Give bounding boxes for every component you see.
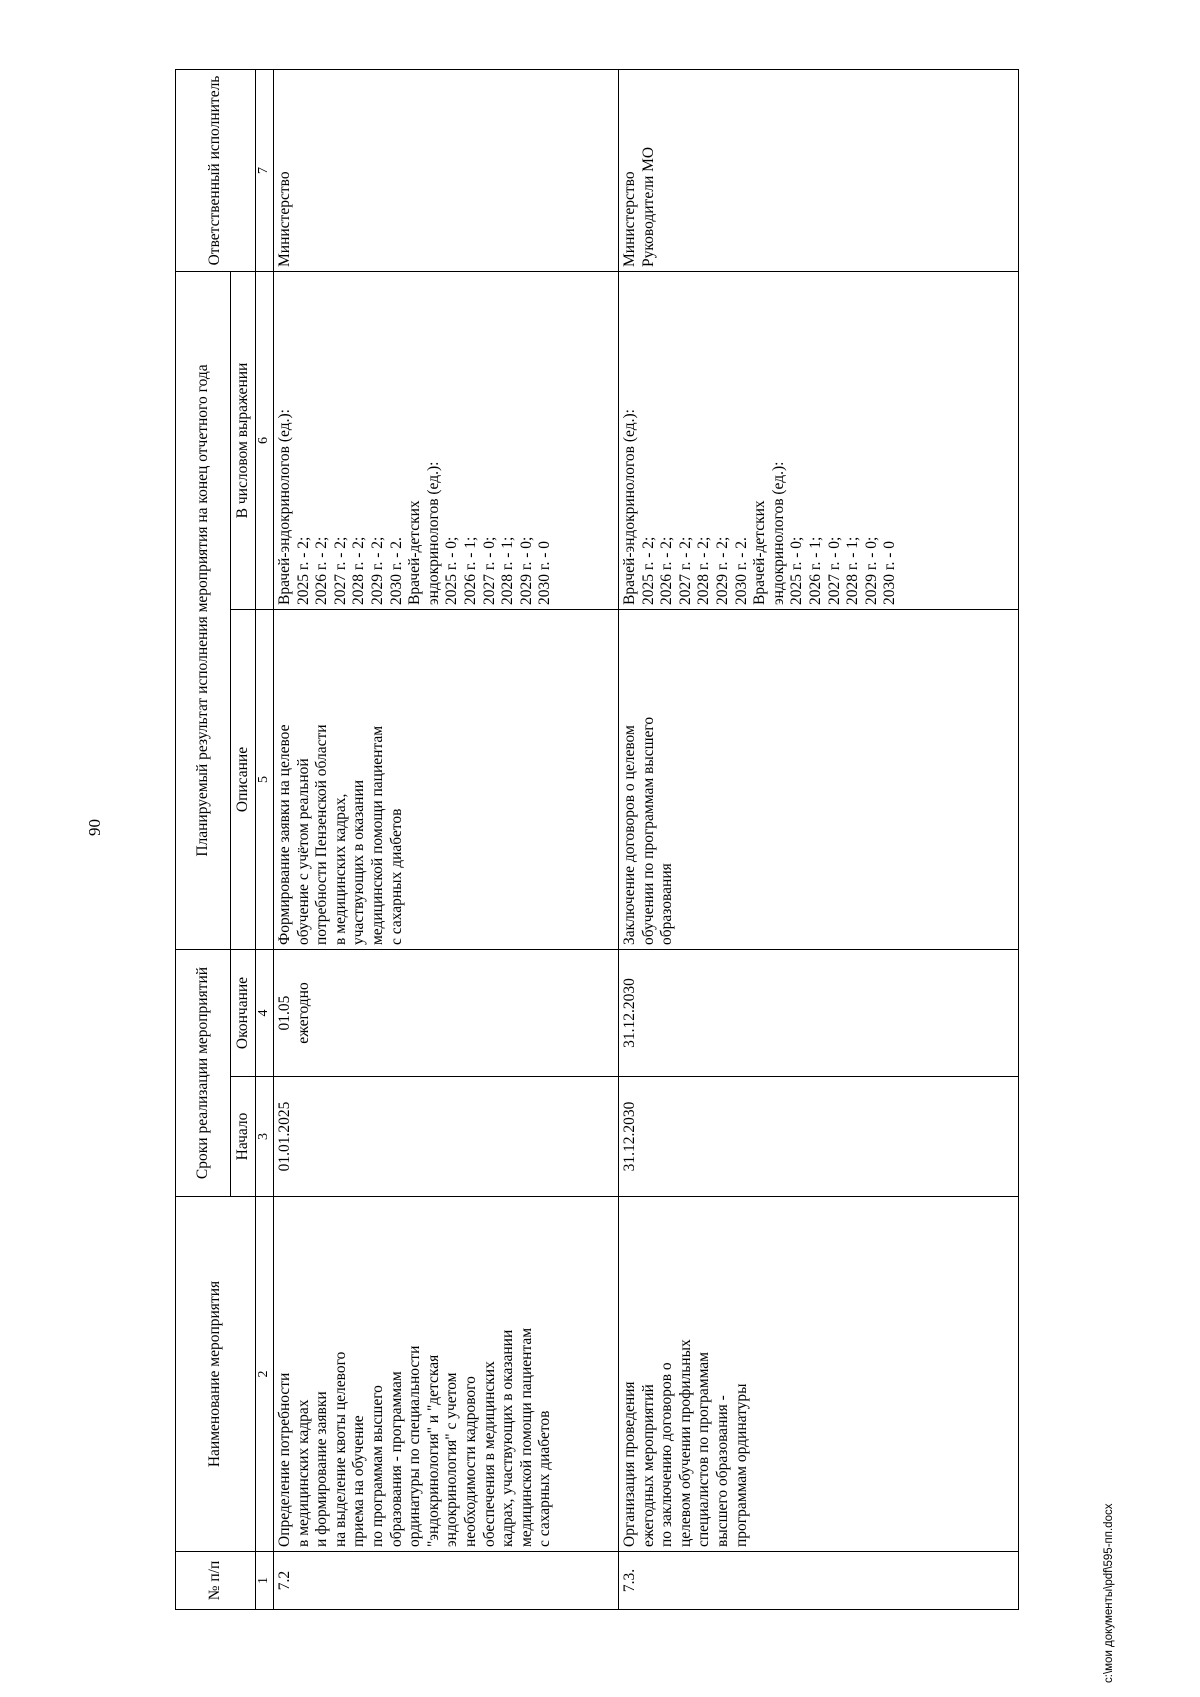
column-number: 3 (256, 1077, 274, 1197)
row-desc: Заключение договоров о целевом обучении по программам высшего образования (619, 610, 1019, 950)
rotated-table-wrapper (175, 70, 1020, 1610)
header-result: Планируемый результат исполнения мероприятия на конец отчетного года (176, 272, 231, 950)
column-number: 7 (256, 70, 274, 272)
row-start: 31.12.2030 (619, 1077, 1019, 1197)
column-number: 2 (256, 1197, 274, 1552)
row-value: Врачей-эндокринологов (ед.): 2025 г. - 2; 2026 г. - 2; 2027 г. - 2; 2028 г. - 2; 2029 г. - 2; 2030 г. - 2. Врачей-детских эндокринологов (ед.): 2025 г. - 0; 2026 г. - 1; 2027 г. - 0; 2028 г. - 1; 2029 г. - 0; 2030 г. - 0 (274, 272, 619, 610)
header-num: № п/п (176, 1552, 256, 1610)
header-name: Наименование мероприятия (176, 1197, 256, 1552)
row-num: 7.3. (619, 1552, 1019, 1610)
header-desc: Описание (231, 610, 256, 950)
header-start: Начало (231, 1077, 256, 1197)
table-row (274, 70, 619, 1610)
row-desc: Формирование заявки на целевое обучение с учётом реальной потребности Пензенской области в медицинских кадрах, участвующих в оказании медицинской помощи пациентам с сахарных диабетов (274, 610, 619, 950)
column-number: 4 (256, 950, 274, 1077)
header-terms: Сроки реализации мероприятий (176, 950, 231, 1197)
column-number-row (256, 70, 274, 1610)
page-number: 90 (85, 819, 104, 836)
header-row-1 (176, 70, 231, 1610)
row-name: Организация проведения ежегодных мероприятий по заключению договоров о целевом обучении профильных специалистов по программам высшего образования - программам ординатуры (619, 1197, 1019, 1552)
row-responsible: Министерство Руководители МО (619, 70, 1019, 272)
row-name: Определение потребности в медицинских кадрах и формирование заявки на выделение квоты целевого приема на обучение по программам высшего образования - программам ординатуры по специальности "эндокринология" и "детская эндокринология" с учетом необходимости кадрового обеспечения в медицинских кадрах, участвующих в оказании медицинской помощи пациентам с сахарных диабетов (274, 1197, 619, 1552)
column-number: 6 (256, 272, 274, 610)
table-row (619, 70, 1019, 1610)
row-responsible: Министерство (274, 70, 619, 272)
measures-table (175, 69, 1019, 1610)
header-responsible: Ответственный исполнитель (176, 70, 256, 272)
column-number: 1 (256, 1552, 274, 1610)
row-end: 01.05 ежегодно (274, 950, 619, 1077)
row-start: 01.01.2025 (274, 1077, 619, 1197)
row-num: 7.2 (274, 1552, 619, 1610)
column-number: 5 (256, 610, 274, 950)
row-value: Врачей-эндокринологов (ед.): 2025 г. - 2; 2026 г. - 2; 2027 г. - 2; 2028 г. - 2; 2029 г. - 2; 2030 г. - 2. Врачей-детских эндокринологов (ед.): 2025 г. - 0; 2026 г. - 1; 2027 г. - 0; 2028 г. - 1; 2029 г. - 0; 2030 г. - 0 (619, 272, 1019, 610)
footer-file-path: c:\мои документы\pdf\595-пп.docx (1103, 1503, 1115, 1683)
row-end: 31.12.2030 (619, 950, 1019, 1077)
header-value: В числовом выражении (231, 272, 256, 610)
header-end: Окончание (231, 950, 256, 1077)
